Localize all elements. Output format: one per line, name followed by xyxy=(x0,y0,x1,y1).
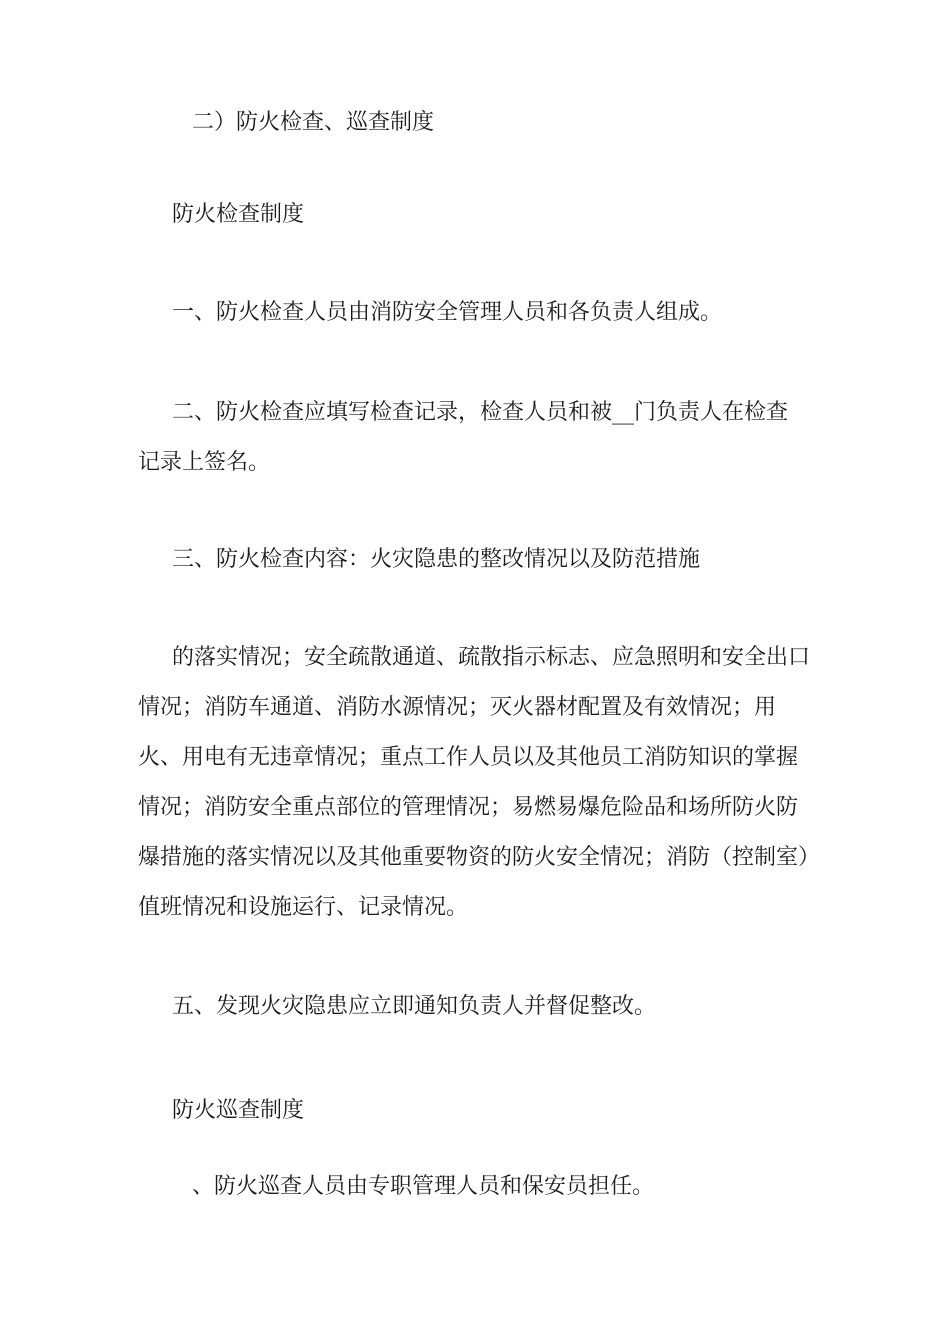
inspection-item-1: 一、防火检查人员由消防安全管理人员和各负责人组成。 xyxy=(172,300,723,325)
inspection-item-2-line2: 记录上签名。 xyxy=(138,450,271,475)
inspection-item-3-continued: 的落实情况；安全疏散通道、疏散指示标志、应急照明和安全出口情况；消防车通道、消防水源情况；灭火器材配置及有效情况；用火、用电有无违章情况；重点工作人员以及其他员工消防知识的掌握情况；消防安全重点部位的管理情况；易燃易爆危险品和场所防火防爆措施的落实情况以及其他重要物资的防火安全情况；消防（控制室）值班情况和设施运行、记录情况。 xyxy=(138,645,811,920)
inspection-item-5: 五、发现火灾隐患应立即通知负责人并督促整改。 xyxy=(172,994,657,1019)
inspection-title: 防火检查制度 xyxy=(172,202,305,227)
patrol-title: 防火巡查制度 xyxy=(172,1098,305,1123)
patrol-item-1: 、防火巡查人员由专职管理人员和保安员担任。 xyxy=(192,1174,655,1199)
inspection-item-3: 三、防火检查内容：火灾隐患的整改情况以及防范措施 xyxy=(172,547,701,572)
inspection-item-2-line1: 二、防火检查应填写检查记录，检查人员和被__门负责人在检查 xyxy=(172,400,789,425)
section-heading: 二）防火检查、巡查制度 xyxy=(192,110,435,135)
